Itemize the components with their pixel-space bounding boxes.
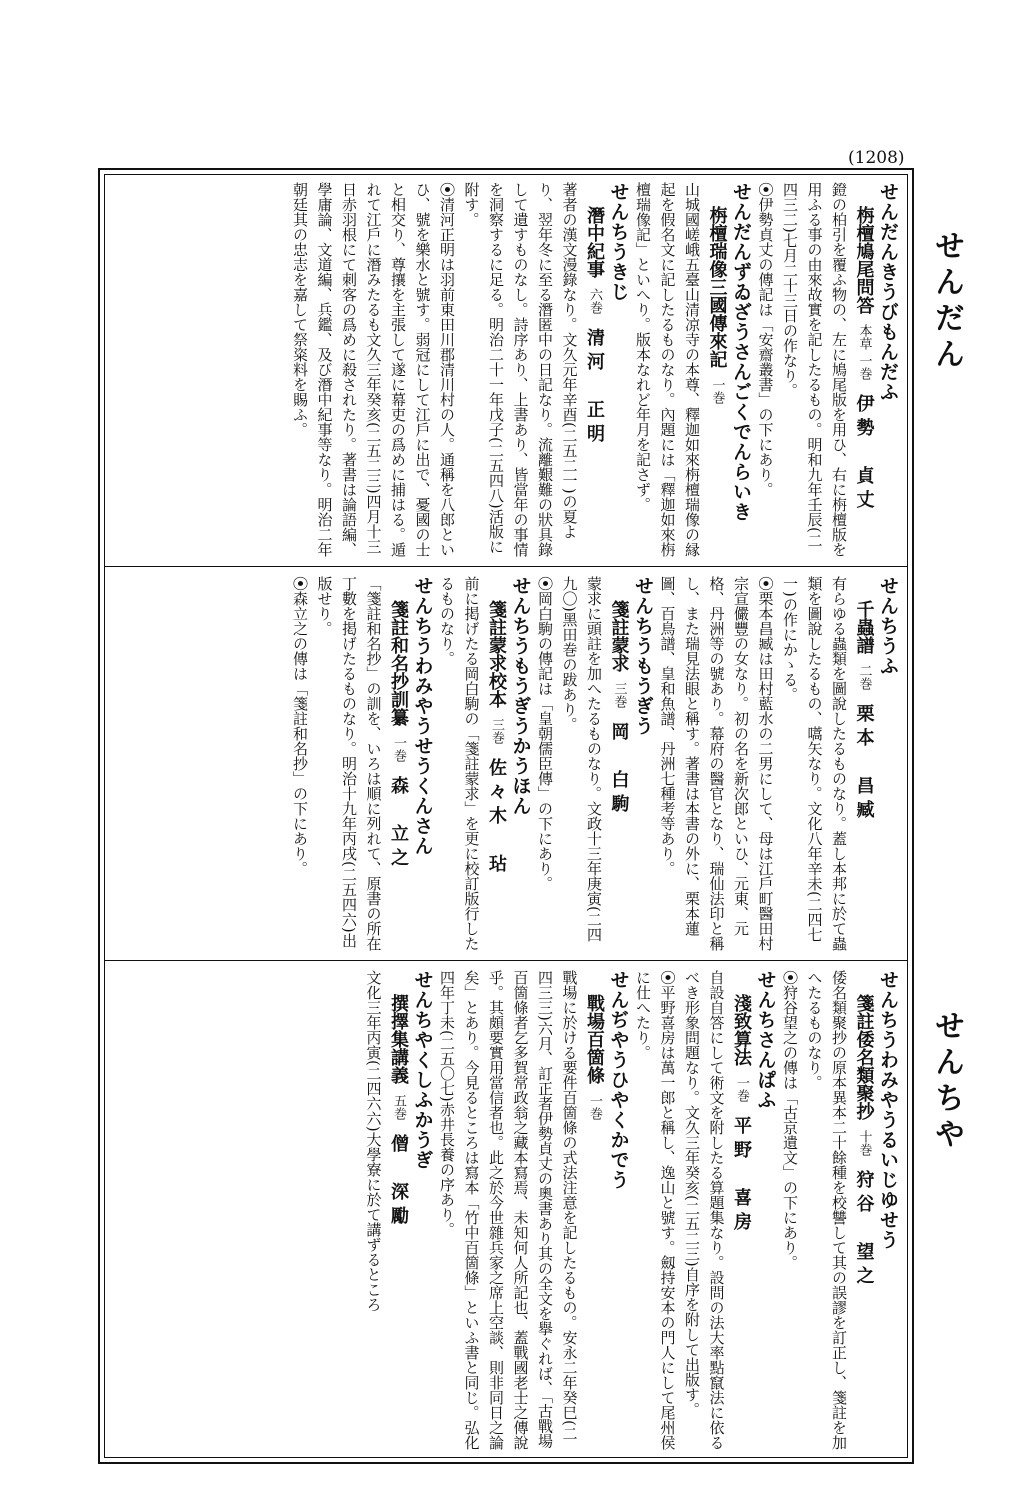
entry-author: 僧 深勵 bbox=[388, 1134, 409, 1230]
entry-text: 鐙の柏引を覆ふ物の、左に鳩尾版を用ひ、右に栴檀版を用ふる事の由來故實を記したるもの。明和九年壬辰(二四三二)七月二十三日の作なり。 bbox=[781, 182, 848, 557]
entry-title-line bbox=[386, 970, 411, 1450]
entry-title-line bbox=[851, 970, 876, 1450]
entry-volume: 三巻 bbox=[489, 718, 504, 744]
entry-heading: せんぢやうひやくかでう bbox=[607, 970, 630, 1190]
entry-heading: せんちうわみやうるいじゆせう bbox=[877, 970, 899, 1250]
entry-title: 箋註和名抄訓纂 bbox=[388, 600, 409, 726]
entry-volume: 二巻 bbox=[856, 664, 872, 690]
entry-author: 森 立之 bbox=[388, 776, 409, 872]
entry-title: 戰場百箇條 bbox=[584, 994, 605, 1084]
entry-text: ⦿平野喜房は萬一郎と稱し、逸山と號す。劔持安本の門人にして尾州侯に仕へたり。 bbox=[634, 970, 677, 1450]
entry-heading: せんちうきじ bbox=[607, 182, 630, 302]
entry-title: 淺致算法 bbox=[731, 994, 752, 1066]
entry-text: 蒙求に頭註を加へたるものなり。文政十三年庚寅(二四九〇)黑田巻の跋あり。 bbox=[560, 576, 603, 942]
entry-text: ⦿狩谷望之の傳は「古京遺文」の下にあり。 bbox=[781, 970, 799, 1271]
entry-volume: 六巻 bbox=[587, 288, 602, 314]
entry-text: ⦿栗本昌臧は田村藍水の二男にして、母は江戶町醫田村宗宣儼豐の女なり。初の名を新次郎といひ、元東、元格、丹洲等の號あり。幕府の醫官となり、瑞仙法印と稱し、また瑞見法眼と稱す。著書は本書の外に、栗本蓮圖、百鳥譜、皇和魚譜、丹洲七種考等あり。 bbox=[658, 576, 775, 952]
entry-heading: せんちさんぱふ bbox=[754, 970, 777, 1110]
page-number: (1208) bbox=[848, 148, 905, 168]
entry-title-line bbox=[851, 576, 876, 952]
entry-title-line bbox=[851, 182, 876, 558]
entry-volume: 十巻 bbox=[856, 1130, 872, 1156]
entry-volume: 一巻 bbox=[734, 1076, 749, 1102]
entry-text: 倭名類聚抄の原本異本二十餘種を校讐して其の誤謬を訂正し、箋註を加へたるものなり。 bbox=[805, 970, 848, 1450]
entry-heading: せんちうわみやうせうくんさん bbox=[411, 576, 434, 856]
entry-text: 前に掲げたる岡白駒の「箋註蒙求」を更に校訂版行したるものなり。 bbox=[438, 576, 481, 951]
entry-author: 岡 白駒 bbox=[608, 722, 630, 818]
entry-volume: 一巻 bbox=[391, 736, 406, 762]
entry-title: 栴檀瑞像三國傳來記 bbox=[706, 206, 728, 368]
entry-text: ⦿岡白駒の傳記は「皇朝儒臣傳」の下にあり。 bbox=[536, 576, 554, 892]
entry-title: 箋註蒙求校本 bbox=[486, 600, 507, 708]
entry-text: ⦿清河正明は羽前東田川郡清川村の人。通稱を八郎といひ、號を樂水と號す。弱冠にして江戶に出で、憂國の士と相交り、尊攘を主張して遂に幕吏の爲めに捕はる。遁れて江戶に潛みたるも文久三年癸亥(二五二三)四月十三日赤羽根にて刺客の爲めに殺されたり。著書は論語編、學庸論、文道編、兵鑑、及び潛中紀事等なり。明治二年朝廷其の忠志を嘉して祭粢料を賜ふ。 bbox=[291, 182, 456, 558]
entry-title-line bbox=[606, 576, 631, 952]
entry-title: 栴檀鳩尾問答 bbox=[853, 206, 875, 314]
entry-volume: 三巻 bbox=[611, 682, 627, 708]
entry-heading: せんちうもうぎう bbox=[632, 576, 654, 736]
top-section bbox=[112, 182, 900, 558]
entry-title-line bbox=[386, 576, 411, 952]
entry-author: 栗本 昌臧 bbox=[853, 704, 875, 824]
entry-title-line bbox=[484, 576, 509, 952]
entry-text: 有らゆる蟲類を圖說したるものなり。蓋し本邦に於て蟲類を圖說したるもの、嚆矢なり。文化八年辛未(二四七一)の作にかゝる。 bbox=[781, 576, 848, 951]
entry-volume: 本草 一巻 bbox=[856, 324, 872, 381]
entry-title-line bbox=[704, 182, 729, 558]
entry-text: 文化三年丙寅(二四六六)大學寮に於て講ずるところ bbox=[364, 970, 383, 1312]
entry-heading: せんちうふ bbox=[877, 576, 899, 676]
side-header-bottom: せんちや bbox=[929, 1010, 964, 1154]
entry-heading: せんだんずゐざうさんごくでんらいき bbox=[730, 182, 752, 522]
entry-heading: せんちやくしふかうぎ bbox=[411, 970, 434, 1170]
entry-title-line bbox=[582, 182, 607, 558]
entry-heading: せんちうもうぎうかうほん bbox=[509, 576, 532, 816]
section-divider-2 bbox=[104, 960, 908, 961]
entry-author: 伊勢 貞丈 bbox=[853, 394, 875, 515]
entry-text: 「箋註和名抄」の訓を、いろは順に列れて、原書の所在丁數を掲げたるものなり。明治十九年丙戌(二五四六)出版せり。 bbox=[315, 576, 383, 951]
entry-heading: せんだんきうびもんだふ bbox=[877, 182, 899, 402]
side-header-top: せんだん bbox=[929, 230, 964, 374]
entry-title: 撰擇集講義 bbox=[388, 994, 409, 1084]
entry-title-line bbox=[729, 970, 754, 1450]
entry-title-line bbox=[582, 970, 607, 1450]
entry-title: 箋註蒙求 bbox=[608, 600, 630, 672]
entry-volume: 一巻 bbox=[587, 1094, 602, 1120]
entry-author: 狩谷 望之 bbox=[853, 1170, 875, 1290]
entry-author: 佐々木 玷 bbox=[486, 758, 507, 878]
entry-title: 潛中紀事 bbox=[584, 206, 605, 278]
entry-text: ⦿伊勢貞丈の傳記は「安齋叢書」の下にあり。 bbox=[756, 182, 775, 498]
entry-text: ⦿森立之の傳は「箋註和名抄」の下にあり。 bbox=[291, 576, 309, 877]
entry-text: 戰場に於ける要件百箇條の式法注意を記したるもの。安永二年癸巳(二四三三)六月、訂正者伊勢貞丈の奧書あり其の全文を擧ぐれば、「古戰場百箇條者乞多賀常政翁之藏本寫焉、未知何人所記也、蓋戰國老士之傳說乎。其頗要實用當信者也。此之於今世雜兵家之席上空談、則非同日之論矣」とあり。今見るところは寫本「竹中百箇條」といふ書と同じ。弘化四年丁未(二五〇七)赤井長養の序あり。 bbox=[438, 970, 579, 1450]
bottom-section bbox=[112, 970, 900, 1450]
section-divider-1 bbox=[104, 566, 908, 567]
entry-text: 自設自答にして術文を附したる算題集なり。設問の法大率點竄法に依るべき形象問題なり。文久三年癸亥(二五二三)自序を附して出版す。 bbox=[683, 970, 726, 1450]
entry-text: 著者の漢文漫錄なり。文久元年辛酉(二五二一)の夏より、翌年冬に至る潛匿中の日記なり。流離艱難の狀具錄して遺すものなし。詩序あり、上書あり、皆當年の事情を洞察するに足る。明治二十一年戊子(二五四八)活版に附す。 bbox=[462, 182, 579, 557]
entry-title: 千蟲譜 bbox=[853, 600, 875, 654]
entry-text: 山城國嵯峨五臺山清凉寺の本尊、釋迦如來栴檀瑞像の縁起を假名文に記したるものなり。內題には「釋迦如來栴檀瑞像記」といへり。版本なれど年月を記さず。 bbox=[634, 182, 701, 557]
middle-section bbox=[112, 576, 900, 952]
entry-volume: 一巻 bbox=[709, 378, 725, 404]
entry-volume: 五巻 bbox=[391, 1094, 406, 1120]
entry-author: 平野 喜房 bbox=[731, 1116, 752, 1236]
entry-author: 清河 正明 bbox=[584, 328, 605, 448]
entry-title: 箋註倭名類聚抄 bbox=[853, 994, 875, 1120]
